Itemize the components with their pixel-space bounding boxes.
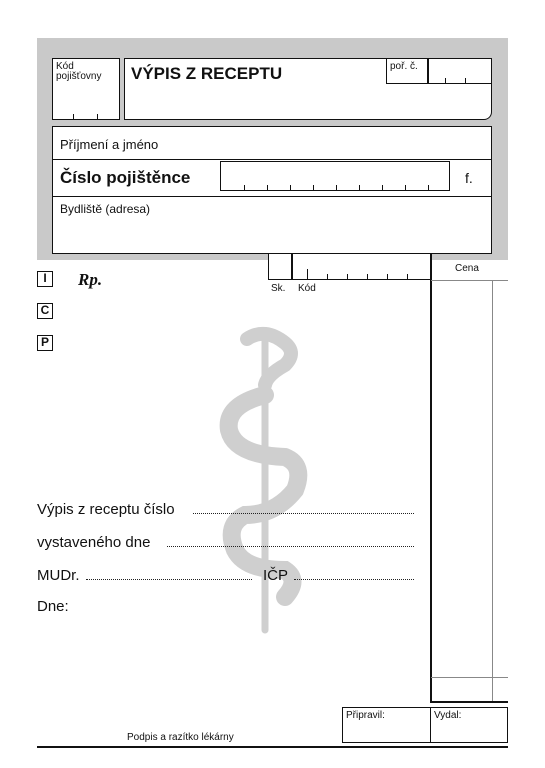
category-box-p[interactable]: P [37, 335, 53, 351]
doctor-label: MUDr. [37, 567, 80, 584]
insurance-number-label: Číslo pojištěnce [60, 168, 191, 187]
insurance-number-field[interactable] [220, 161, 450, 191]
price-bottom-rule [431, 677, 508, 678]
price-column-inner-line [492, 280, 493, 702]
receipt-number-field[interactable] [193, 513, 414, 514]
signature-label: Podpis a razítko lékárny [127, 732, 234, 743]
code-ticks [291, 269, 431, 279]
rp-label: Rp. [78, 270, 103, 289]
insurer-code-label: Kód pojišťovny [56, 61, 102, 82]
category-box-c[interactable]: C [37, 303, 53, 319]
receipt-number-label: Výpis z receptu číslo [37, 501, 175, 518]
f-label: f. [465, 170, 473, 186]
order-number-ticks [427, 75, 491, 83]
kod-label: Kód [298, 283, 316, 294]
date-label: Dne: [37, 598, 69, 615]
name-field[interactable] [53, 159, 491, 197]
code-box[interactable] [268, 254, 432, 280]
bottom-rule [37, 746, 508, 748]
order-number-label: poř. č. [390, 61, 418, 72]
patient-info-box [52, 126, 492, 254]
prepared-label: Připravil: [346, 710, 385, 721]
icp-label: IČP [263, 567, 289, 584]
insurance-number-ticks [221, 184, 449, 190]
name-label: Příjmení a jméno [60, 137, 159, 152]
issued-date-field[interactable] [167, 546, 414, 547]
price-header-rule [431, 280, 508, 281]
price-label: Cena [455, 263, 479, 274]
price-total-rule [430, 701, 508, 703]
sk-label: Sk. [271, 283, 286, 294]
issued-by-label: Vydal: [434, 710, 462, 721]
address-label: Bydliště (adresa) [60, 202, 151, 216]
page-title: VÝPIS Z RECEPTU [131, 64, 283, 83]
prepared-box[interactable] [342, 707, 431, 743]
order-number-box[interactable] [386, 58, 492, 84]
doctor-field[interactable] [86, 579, 252, 580]
icp-field[interactable] [294, 579, 414, 580]
insurer-code-ticks [53, 111, 119, 119]
issued-by-box[interactable] [430, 707, 508, 743]
category-box-i[interactable]: I [37, 271, 53, 287]
insurer-code-box[interactable] [52, 58, 120, 120]
price-column-left-line [430, 254, 432, 702]
asclepius-emblem-icon [205, 325, 315, 635]
issued-date-label: vystaveného dne [37, 534, 151, 551]
